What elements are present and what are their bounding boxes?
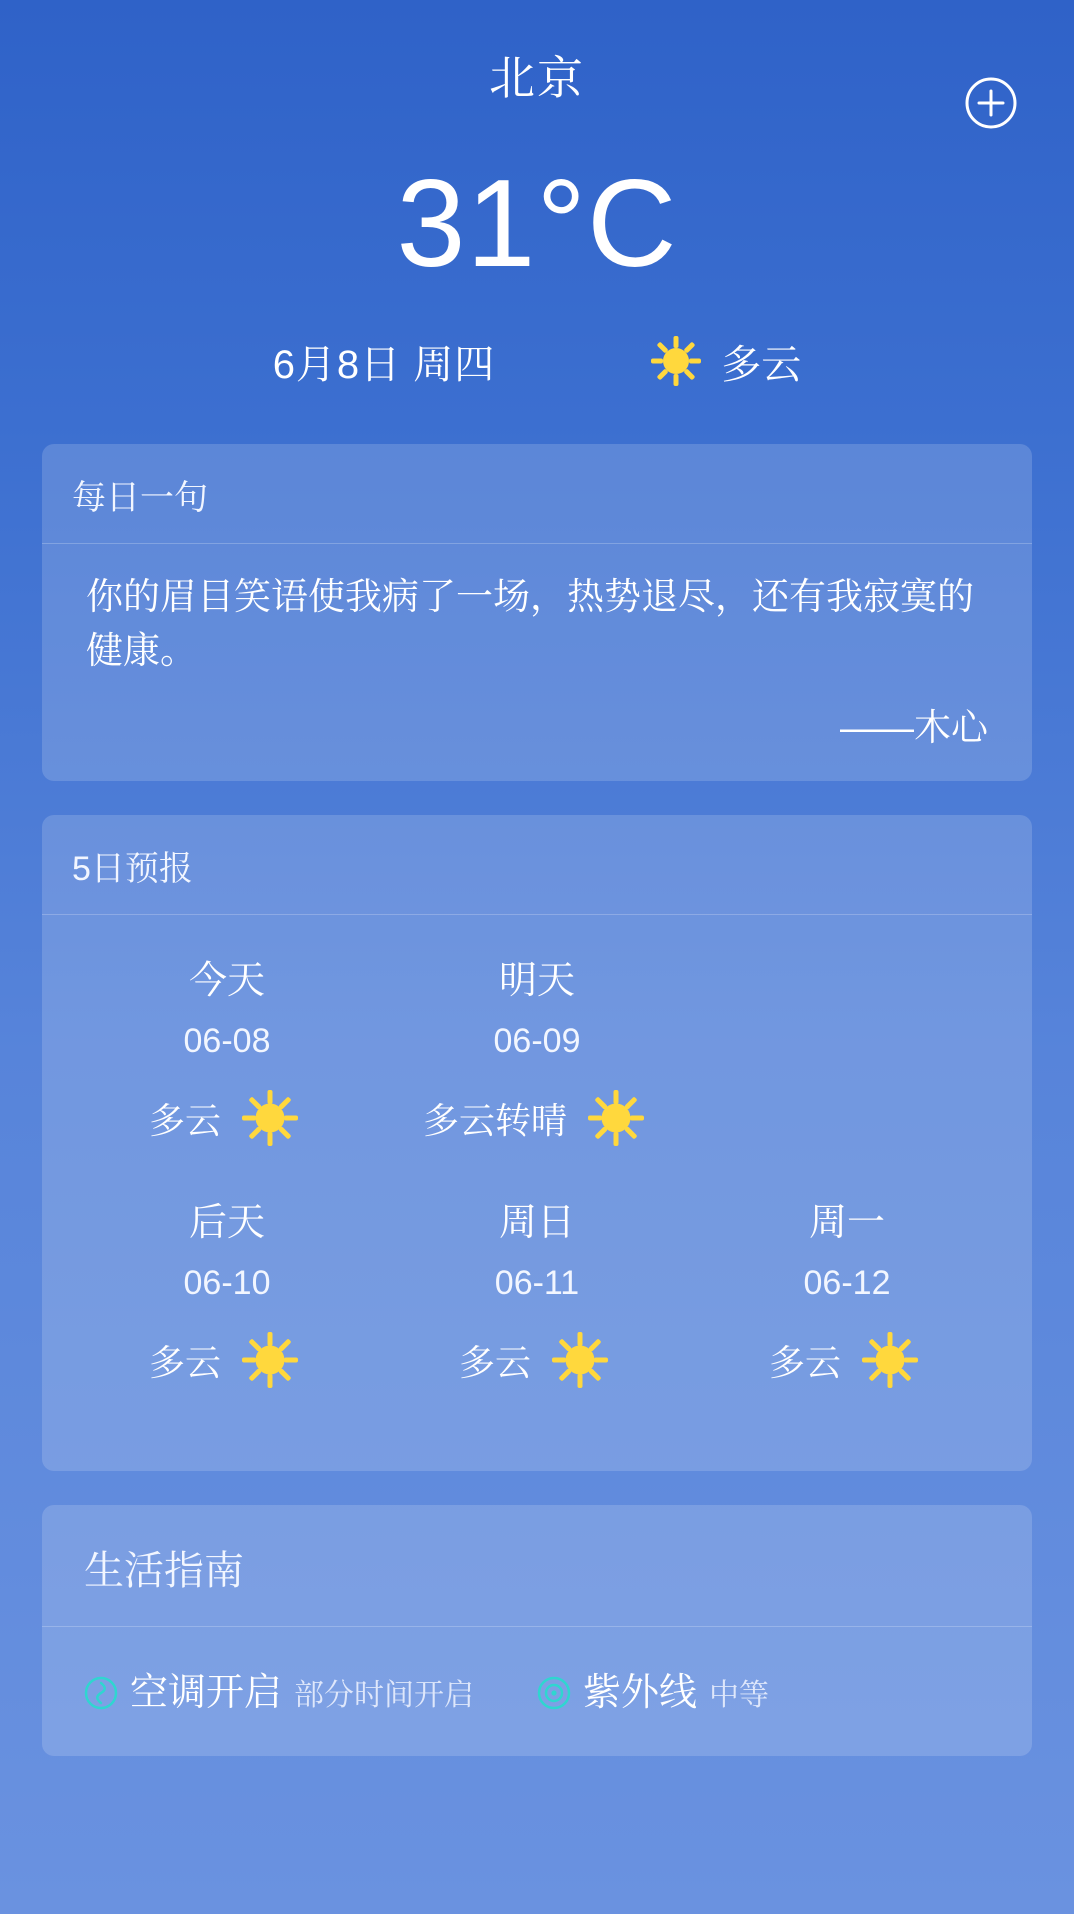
forecast-condition xyxy=(382,1325,692,1395)
sun-icon xyxy=(235,1083,305,1153)
forecast-card xyxy=(42,815,1032,1471)
forecast-day-label: 今天 xyxy=(188,960,265,1003)
daily-quote-author: ——木心 xyxy=(840,707,988,749)
daily-quote-title: 每日一句 xyxy=(42,444,1032,544)
forecast-condition-label: 多云 xyxy=(148,1341,221,1383)
forecast-date: 06-10 xyxy=(183,1264,271,1303)
daily-quote-text: 你的眉目笑语使我病了一场，热势退尽，还有我寂寞的健康。 xyxy=(86,576,974,671)
uv-icon xyxy=(537,1676,571,1710)
life-guide-value: 部分时间开启 xyxy=(294,1679,475,1713)
forecast-date: 06-08 xyxy=(183,1022,271,1061)
sun-icon xyxy=(645,330,707,392)
forecast-date: 06-09 xyxy=(493,1022,581,1061)
forecast-item[interactable] xyxy=(72,1191,382,1395)
forecast-day-label: 周一 xyxy=(808,1202,885,1245)
forecast-day-label: 后天 xyxy=(188,1202,265,1245)
life-guide-item-ac[interactable] xyxy=(84,1661,537,1716)
forecast-date: 06-12 xyxy=(803,1264,891,1303)
life-guide-body xyxy=(42,1627,1032,1756)
life-guide-name: 紫外线 xyxy=(583,1672,698,1715)
forecast-row-1 xyxy=(72,949,1002,1153)
app-header xyxy=(0,0,1074,150)
forecast-condition xyxy=(72,1325,382,1395)
city-name: 北京 xyxy=(489,52,585,104)
daily-quote-body xyxy=(42,544,1032,781)
forecast-condition-label: 多云 xyxy=(148,1099,221,1141)
life-guide-row xyxy=(84,1661,990,1716)
current-condition-label: 多云 xyxy=(721,342,802,387)
ac-icon xyxy=(84,1676,118,1710)
plus-circle-icon[interactable] xyxy=(964,76,1018,130)
forecast-condition-label: 多云转晴 xyxy=(422,1099,567,1141)
forecast-item[interactable] xyxy=(382,949,692,1153)
current-temperature: 31°C xyxy=(396,155,678,293)
sun-icon xyxy=(855,1325,925,1395)
current-weather xyxy=(0,155,1074,392)
sun-icon xyxy=(235,1325,305,1395)
forecast-condition-label: 多云 xyxy=(768,1341,841,1383)
forecast-row-2 xyxy=(72,1191,1002,1395)
current-summary-row xyxy=(0,330,1074,392)
forecast-day-label: 明天 xyxy=(498,960,575,1003)
forecast-title: 5日预报 xyxy=(42,815,1032,915)
forecast-day-label: 周日 xyxy=(498,1202,575,1245)
sun-icon xyxy=(545,1325,615,1395)
life-guide-value: 中等 xyxy=(709,1679,770,1713)
life-guide-name: 空调开启 xyxy=(130,1672,283,1715)
forecast-body xyxy=(42,915,1032,1471)
forecast-condition xyxy=(692,1325,1002,1395)
forecast-condition-label: 多云 xyxy=(458,1341,531,1383)
life-guide-item-uv[interactable] xyxy=(537,1661,990,1716)
daily-quote-card xyxy=(42,444,1032,781)
forecast-condition xyxy=(382,1083,692,1153)
forecast-condition xyxy=(72,1083,382,1153)
forecast-item[interactable] xyxy=(692,1191,1002,1395)
forecast-date: 06-11 xyxy=(494,1264,580,1303)
forecast-item[interactable] xyxy=(382,1191,692,1395)
life-guide-card xyxy=(42,1505,1032,1756)
life-guide-title: 生活指南 xyxy=(42,1505,1032,1627)
forecast-item[interactable] xyxy=(72,949,382,1153)
sun-icon xyxy=(581,1083,651,1153)
current-condition xyxy=(645,330,801,392)
current-date: 6月8日 周四 xyxy=(272,342,496,387)
